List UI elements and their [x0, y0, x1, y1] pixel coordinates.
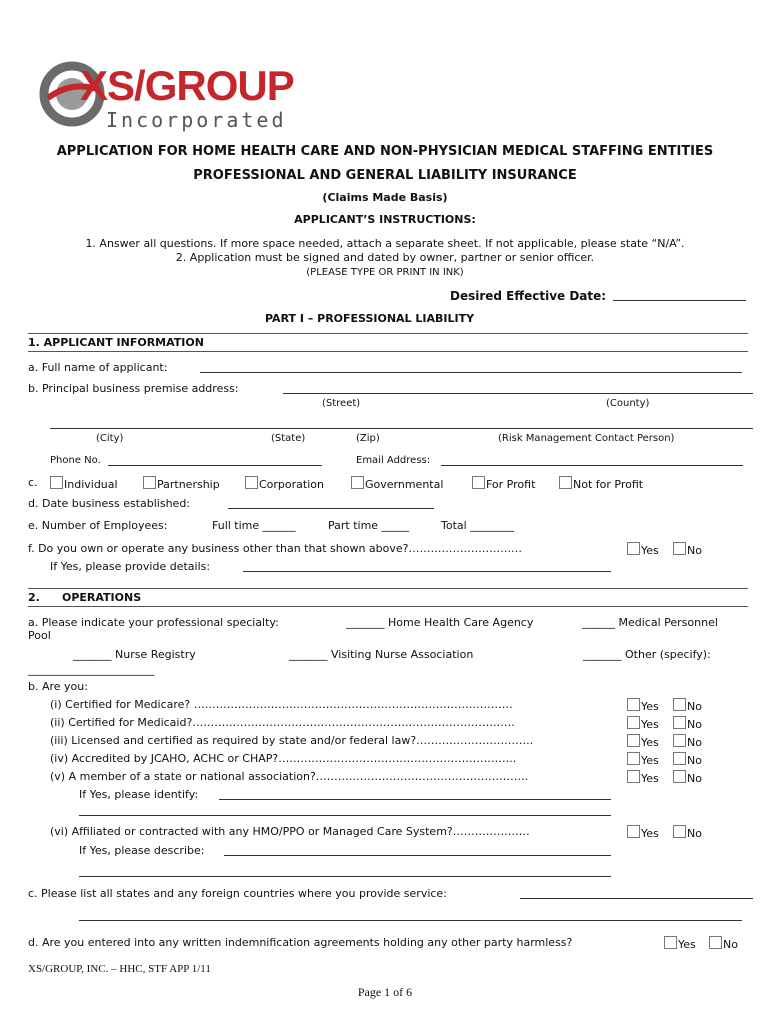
specialty-label: a. Please indicate your professional specialty: — [28, 616, 279, 629]
entity-governmental[interactable]: Governmental — [351, 476, 443, 491]
logo-subtitle: Incorporated — [106, 108, 287, 132]
email-field[interactable] — [441, 465, 743, 466]
part-time-field[interactable]: Part time _____ — [328, 519, 410, 532]
checkbox[interactable] — [627, 752, 640, 765]
checkbox[interactable] — [472, 476, 485, 489]
yes-option[interactable]: Yes — [627, 752, 659, 767]
email-label: Email Address: — [356, 455, 431, 466]
specialty-hhc[interactable]: _______ Home Health Care Agency — [346, 616, 534, 629]
street-county-field[interactable] — [283, 393, 753, 394]
section1-heading: 1. APPLICANT INFORMATION — [28, 336, 204, 349]
specialty-visiting-nurse[interactable]: _______ Visiting Nurse Association — [289, 648, 474, 661]
yes-option[interactable]: Yes — [627, 698, 659, 713]
checkbox[interactable] — [664, 936, 677, 949]
county-caption: (County) — [606, 398, 650, 409]
checkbox[interactable] — [627, 698, 640, 711]
instructions-heading: APPLICANT’S INSTRUCTIONS: — [294, 213, 476, 226]
checkbox[interactable] — [245, 476, 258, 489]
checkbox[interactable] — [673, 698, 686, 711]
employees-label: e. Number of Employees: — [28, 519, 168, 532]
claims-basis: (Claims Made Basis) — [322, 191, 448, 204]
effective-date-field[interactable] — [613, 300, 746, 301]
risk-contact-caption: (Risk Management Contact Person) — [498, 433, 675, 444]
company-logo — [36, 58, 316, 138]
phone-label: Phone No. — [50, 455, 101, 466]
states-label: c. Please list all states and any foreign countries where you provide service: — [28, 887, 447, 900]
checkbox[interactable] — [627, 825, 640, 838]
state-caption: (State) — [271, 433, 306, 444]
applicant-name-field[interactable] — [200, 372, 742, 373]
section2-number: 2. — [28, 591, 40, 604]
describe-field[interactable] — [224, 855, 611, 856]
entity-type-label: c. — [28, 476, 38, 489]
effective-date-label: Desired Effective Date: — [450, 289, 607, 303]
question-row: (vi) Affiliated or contracted with any HMO/PPO or Managed Care System?………………… — [50, 825, 530, 838]
instruction-1: 1. Answer all questions. If more space needed, attach a separate sheet. If not applicable, please state “N/A”. — [85, 237, 685, 250]
checkbox[interactable] — [627, 542, 640, 555]
no-option[interactable]: No — [673, 770, 702, 785]
no-option[interactable]: No — [673, 825, 702, 840]
question-row: (v) A member of a state or national association?…………………………………………………. — [50, 770, 529, 783]
checkbox[interactable] — [143, 476, 156, 489]
specialty-other-field[interactable]: _______________________ — [28, 663, 155, 676]
yes-option[interactable]: Yes — [627, 825, 659, 840]
section2-heading: OPERATIONS — [62, 591, 142, 604]
states-field[interactable] — [520, 898, 753, 899]
phone-field[interactable] — [108, 465, 322, 466]
identify-field[interactable] — [219, 799, 611, 800]
checkbox[interactable] — [50, 476, 63, 489]
indemnification-yes[interactable]: Yes — [664, 936, 696, 951]
checkbox[interactable] — [673, 752, 686, 765]
indemnification-no[interactable]: No — [709, 936, 738, 951]
divider — [28, 351, 748, 352]
entity-partnership[interactable]: Partnership — [143, 476, 220, 491]
no-option[interactable]: No — [673, 698, 702, 713]
question-row: (i) Certified for Medicare? …………………………………………………………………………… — [50, 698, 513, 711]
doc-title-line2: PROFESSIONAL AND GENERAL LIABILITY INSURANCE — [193, 168, 577, 183]
date-established-field[interactable] — [228, 508, 434, 509]
are-you-label: b. Are you: — [28, 680, 88, 693]
entity-individual[interactable]: Individual — [50, 476, 118, 491]
specialty-other[interactable]: _______ Other (specify): — [583, 648, 711, 661]
checkbox[interactable] — [673, 770, 686, 783]
checkbox[interactable] — [559, 476, 572, 489]
checkbox[interactable] — [673, 542, 686, 555]
describe-label: If Yes, please describe: — [79, 844, 205, 857]
no-option[interactable]: No — [673, 752, 702, 767]
other-business-question: f. Do you own or operate any business other than that shown above?……………………….… — [28, 542, 522, 555]
checkbox[interactable] — [673, 716, 686, 729]
total-field[interactable]: Total ________ — [441, 519, 515, 532]
yes-option[interactable]: Yes — [627, 716, 659, 731]
other-business-yes[interactable]: Yes — [627, 542, 659, 557]
date-established-label: d. Date business established: — [28, 497, 191, 510]
checkbox[interactable] — [627, 716, 640, 729]
divider — [28, 333, 748, 334]
question-row: (ii) Certified for Medicaid?……………………………………………………………………………. — [50, 716, 515, 729]
city-caption: (City) — [96, 433, 124, 444]
full-time-field[interactable]: Full time ______ — [212, 519, 296, 532]
no-option[interactable]: No — [673, 716, 702, 731]
identify-label: If Yes, please identify: — [79, 788, 199, 801]
question-row: (iii) Licensed and certified as required by state and/or federal law?………………………….. — [50, 734, 534, 747]
yes-option[interactable]: Yes — [627, 770, 659, 785]
street-caption: (Street) — [322, 398, 361, 409]
other-business-no[interactable]: No — [673, 542, 702, 557]
part-heading: PART I – PROFESSIONAL LIABILITY — [265, 312, 475, 325]
divider — [28, 606, 748, 607]
checkbox[interactable] — [627, 770, 640, 783]
entity-for-profit[interactable]: For Profit — [472, 476, 535, 491]
checkbox[interactable] — [627, 734, 640, 747]
checkbox[interactable] — [673, 734, 686, 747]
checkbox[interactable] — [351, 476, 364, 489]
address-label: b. Principal business premise address: — [28, 382, 239, 395]
checkbox[interactable] — [709, 936, 722, 949]
checkbox[interactable] — [673, 825, 686, 838]
identify-field-2[interactable] — [79, 815, 611, 816]
type-note: (PLEASE TYPE OR PRINT IN INK) — [306, 267, 464, 278]
yes-option[interactable]: Yes — [627, 734, 659, 749]
form-id: XS/GROUP, INC. – HHC, STF APP 1/11 — [28, 963, 211, 975]
divider — [28, 588, 748, 589]
question-row: (iv) Accredited by JCAHO, ACHC or CHAP?……………………………………………………….. — [50, 752, 517, 765]
specialty-nurse-registry[interactable]: _______ Nurse Registry — [73, 648, 196, 661]
page-number: Page 1 of 6 — [357, 985, 413, 999]
specialty-medical-personnel[interactable]: ______ Medical Personnel — [582, 616, 718, 629]
pool-label: Pool — [28, 629, 51, 642]
states-field-2[interactable] — [79, 920, 742, 921]
describe-field-2[interactable] — [79, 876, 611, 877]
entity-not-for-profit[interactable]: Not for Profit — [559, 476, 643, 491]
entity-corporation[interactable]: Corporation — [245, 476, 324, 491]
city-state-zip-field[interactable] — [50, 428, 753, 429]
applicant-name-label: a. Full name of applicant: — [28, 361, 168, 374]
indemnification-question: d. Are you entered into any written indemnification agreements holding any other party harmless? — [28, 936, 573, 949]
details-label: If Yes, please provide details: — [50, 560, 211, 573]
zip-caption: (Zip) — [356, 433, 380, 444]
doc-title-line1: APPLICATION FOR HOME HEALTH CARE AND NON-PHYSICIAN MEDICAL STAFFING ENTITIES — [56, 144, 714, 159]
instruction-2: 2. Application must be signed and dated by owner, partner or senior officer. — [175, 251, 595, 264]
details-field[interactable] — [243, 571, 611, 572]
no-option[interactable]: No — [673, 734, 702, 749]
logo-brand: XS/GROUP — [80, 62, 294, 109]
